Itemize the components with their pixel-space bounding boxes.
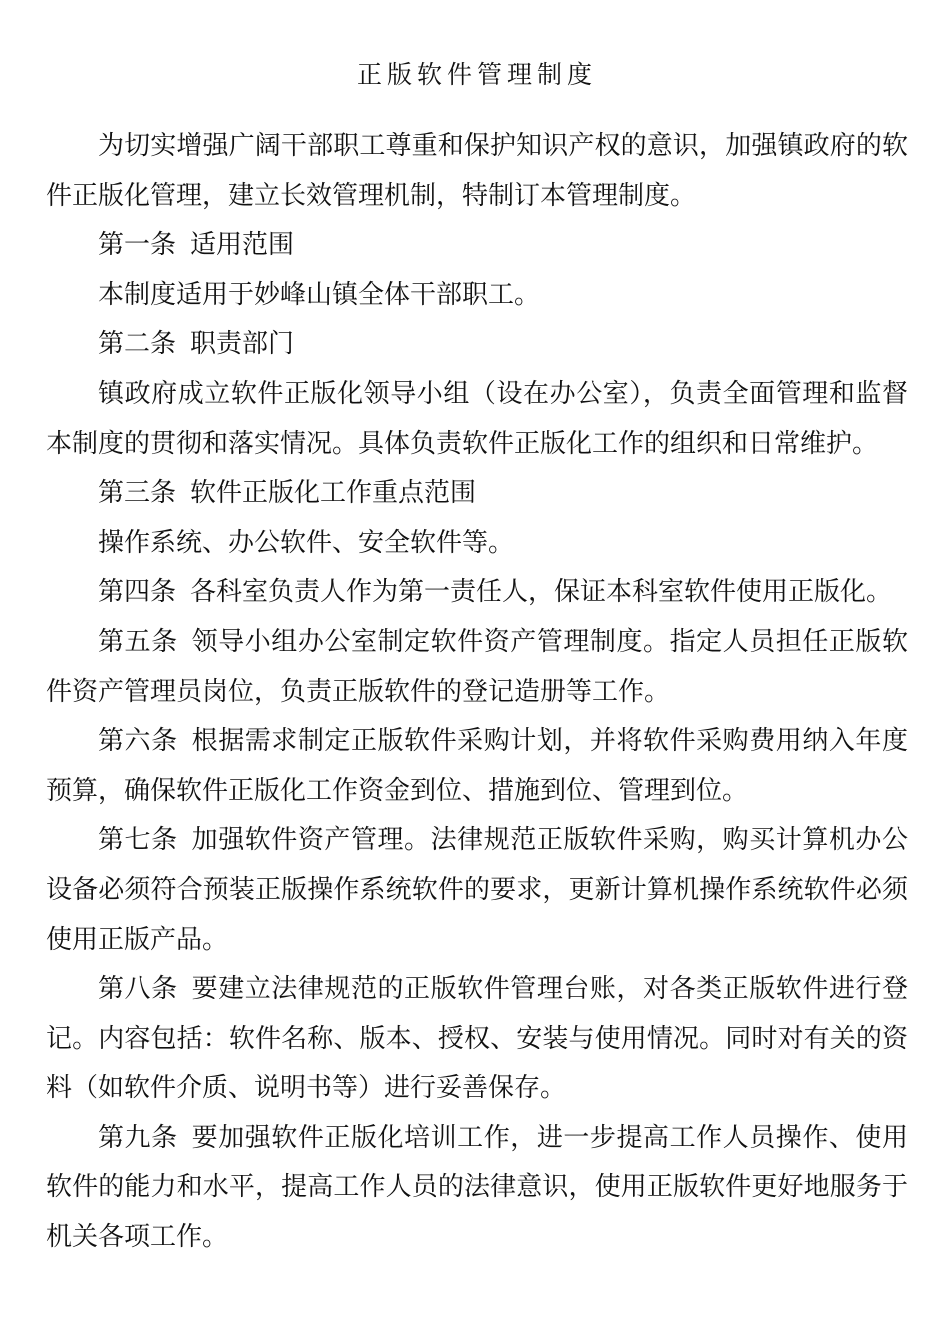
paragraph-text: 为切实增强广阔干部职工尊重和保护知识产权的意识，加强镇政府的软件正版化管理，建立长效管理机制，特制订本管理制度。 bbox=[46, 131, 908, 211]
article-number: 第七条 bbox=[98, 825, 178, 856]
article-1-body bbox=[46, 271, 908, 321]
article-number: 第八条 bbox=[98, 974, 178, 1005]
article-3-body bbox=[46, 519, 908, 569]
article-number: 第三条 bbox=[98, 478, 177, 509]
article-1-heading bbox=[46, 221, 908, 271]
paragraph-text: 本制度适用于妙峰山镇全体干部职工。 bbox=[98, 279, 541, 310]
article-9 bbox=[46, 1114, 908, 1263]
article-7 bbox=[46, 816, 908, 965]
article-4 bbox=[46, 568, 908, 618]
article-number: 第五条 bbox=[98, 626, 178, 657]
paragraph-text: 操作系统、办公软件、安全软件等。 bbox=[98, 527, 515, 558]
article-number: 第九条 bbox=[98, 1122, 178, 1153]
article-2-body bbox=[46, 370, 908, 469]
article-number: 第四条 bbox=[98, 577, 177, 608]
article-text: 领导小组办公室制定软件资产管理制度。指定人员担任正版软件资产管理员岗位，负责正版软件的登记造册等工作。 bbox=[46, 626, 908, 707]
article-number: 第一条 bbox=[98, 230, 177, 261]
article-text: 加强软件资产管理。法律规范正版软件采购，购买计算机办公设备必须符合预装正版操作系统软件的要求，更新计算机操作系统软件必须使用正版产品。 bbox=[46, 825, 908, 955]
document-title: 正版软件管理制度 bbox=[356, 60, 597, 89]
article-heading-text: 职责部门 bbox=[190, 329, 295, 360]
article-text: 各科室负责人作为第一责任人，保证本科室软件使用正版化。 bbox=[190, 577, 893, 608]
article-text: 要建立法律规范的正版软件管理台账，对各类正版软件进行登记。内容包括：软件名称、版本、授权、安装与使用情况。同时对有关的资料（如软件介质、说明书等）进行妥善保存。 bbox=[46, 974, 908, 1104]
article-heading-text: 软件正版化工作重点范围 bbox=[190, 478, 477, 509]
article-number: 第六条 bbox=[98, 726, 178, 757]
article-heading-text: 适用范围 bbox=[190, 230, 295, 261]
document-page bbox=[46, 48, 908, 1263]
article-text: 根据需求制定正版软件采购计划，并将软件采购费用纳入年度预算，确保软件正版化工作资金到位、措施到位、管理到位。 bbox=[46, 726, 908, 806]
paragraph-text: 镇政府成立软件正版化领导小组（设在办公室），负责全面管理和监督本制度的贯彻和落实情况。具体负责软件正版化工作的组织和日常维护。 bbox=[46, 378, 908, 459]
article-5 bbox=[46, 618, 908, 717]
article-number: 第二条 bbox=[98, 329, 177, 360]
article-3-heading bbox=[46, 469, 908, 519]
article-2-heading bbox=[46, 320, 908, 370]
article-6 bbox=[46, 717, 908, 816]
article-text: 要加强软件正版化培训工作，进一步提高工作人员操作、使用软件的能力和水平，提高工作人员的法律意识，使用正版软件更好地服务于机关各项工作。 bbox=[46, 1122, 908, 1253]
article-8 bbox=[46, 965, 908, 1114]
preamble-paragraph bbox=[46, 122, 908, 221]
